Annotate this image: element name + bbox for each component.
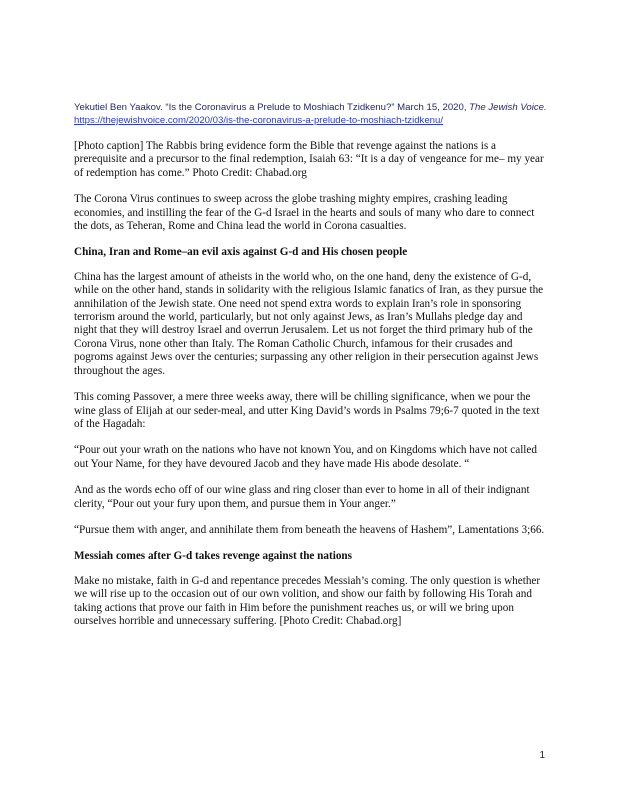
section-heading-2: Messiah comes after G-d takes revenge against the nations bbox=[74, 550, 353, 563]
body-paragraph-3: And as the words echo off of our wine glass and ring closer than ever to home in all of their indignant clerity, “Pour out your fury upon them, and pursue them in Your anger.” bbox=[74, 484, 530, 510]
body-paragraph-2: This coming Passover, a mere three weeks away, there will be chilling significance, when we pour the wine glass of Elijah at our seder-meal, and utter King David’s words in Psalms 79;6-7 quoted in the text of the Hagadah: bbox=[74, 391, 540, 430]
page-number: 1 bbox=[539, 750, 545, 761]
citation-author-title: Yekutiel Ben Yaakov. “Is the Coronavirus a Prelude to Moshiach Tzidkenu?” March 15, 2020, bbox=[74, 102, 467, 113]
photo-caption: [Photo caption] The Rabbis bring evidence form the Bible that revenge against the nations is a prerequisite and a precursor to the final redemption, Isaiah 63: “It is a day of vengeance for me– my year of redemption has come.” Photo Credit: Chabad.org bbox=[74, 140, 544, 179]
body-paragraph-4: Make no mistake, faith in G-d and repentance precedes Messiah’s coming. The only question is whether we will rise up to the occasion out of our own volition, and show our faith by following His Torah and taking actions that prove our faith in Him before the punishment reaches us, or will we bring upon ourselves horrible and unnecessary suffering. [Photo Credit: Chabad.org] bbox=[74, 574, 541, 627]
citation-publication: The Jewish Voice. bbox=[469, 102, 547, 113]
section-heading-1: China, Iran and Rome–an evil axis against G-d and His chosen people bbox=[74, 246, 408, 259]
page-content bbox=[74, 101, 548, 641]
intro-paragraph: The Corona Virus continues to sweep across the globe trashing mighty empires, crashing leading economies, and instilling the fear of the G-d Israel in the hearts and souls of many who dare to connect the dots, as Teheran, Rome and China lead the world in Corona casualties. bbox=[74, 193, 535, 233]
citation-link[interactable]: https://thejewishvoice.com/2020/03/is-the-coronavirus-a-prelude-to-moshiach-tzidkenu/ bbox=[74, 115, 444, 126]
quote-paragraph-2: “Pursue them with anger, and annihilate them from beneath the heavens of Hashem”, Lamentations 3;66. bbox=[74, 523, 545, 536]
body-paragraph-1: China has the largest amount of atheists in the world who, on the one hand, deny the existence of G-d, while on the other hand, stands in solidarity with the religious Islamic fanatics of Iran, as they pursue the annihilation of the Jewish state. One need not spend extra words to explain Iran’s role in sponsoring terrorism around the world, particularly, but not only against Jews, as Iran’s Mullahs pledge day and night that they will destroy Israel and overrun Jerusalem. Let us not forget the third primary hub of the Corona Virus, none other than Italy. The Roman Catholic Church, infamous for their crusades and pogroms against Jews over the centuries; surpassing any other religion in their persecution against Jews throughout the ages. bbox=[74, 270, 544, 377]
quote-paragraph-1: “Pour out your wrath on the nations who have not known You, and on Kingdoms which have not called out Your Name, for they have devoured Jacob and they have made His abode desolate. “ bbox=[74, 444, 537, 470]
citation bbox=[74, 101, 548, 127]
